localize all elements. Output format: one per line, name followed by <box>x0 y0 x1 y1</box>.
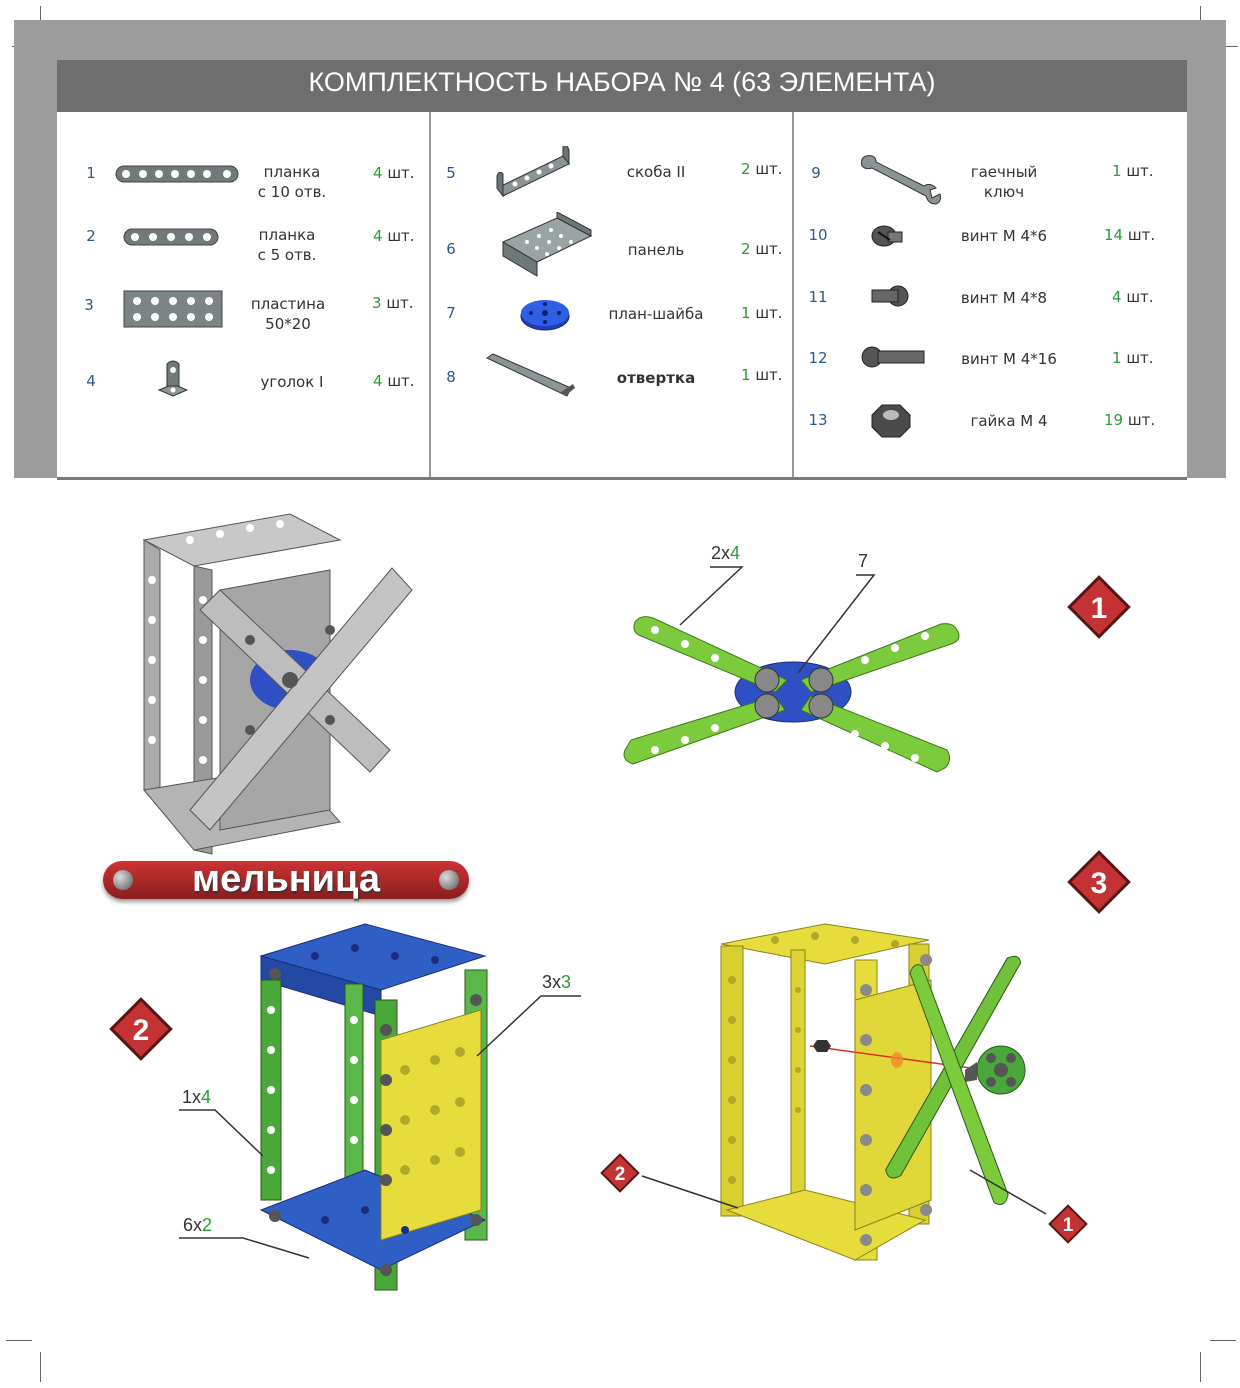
part-name: винт М 4*8 <box>960 289 1048 307</box>
part-name: скоба II <box>626 163 686 181</box>
callout-part: 4 <box>730 543 741 563</box>
part-qty-unit: шт. <box>1127 411 1156 429</box>
step-3-badge <box>1062 845 1136 919</box>
part-name-line1: пластина <box>250 295 326 313</box>
part-name <box>233 294 343 334</box>
part-quantity <box>1112 162 1154 180</box>
step-number: 1 <box>1090 592 1108 625</box>
callout-times: x <box>192 1087 202 1107</box>
callout-times: x <box>721 543 731 563</box>
table-row <box>431 162 792 212</box>
callout-times: x <box>193 1215 203 1235</box>
part-qty-value: 3 <box>372 294 382 312</box>
page-title <box>57 60 1187 112</box>
part-quantity <box>1104 226 1155 244</box>
part-number: 8 <box>446 368 456 386</box>
part-name: панель <box>627 241 685 259</box>
table-row <box>431 238 792 288</box>
callout-times: x <box>552 972 562 992</box>
part-qty-unit: шт. <box>755 304 783 322</box>
part-qty-unit: шт. <box>1126 288 1154 306</box>
angle-bracket-icon <box>153 358 193 398</box>
part-number: 1 <box>86 164 96 182</box>
part-qty-value: 2 <box>741 240 751 258</box>
part-qty-unit: шт. <box>387 372 415 390</box>
model-title-banner <box>103 858 469 900</box>
strip-5-holes-icon <box>123 227 219 247</box>
part-number: 2 <box>86 227 96 245</box>
part-quantity <box>1112 288 1154 306</box>
part-name: винт М 4*16 <box>961 350 1057 368</box>
part-quantity <box>373 164 415 182</box>
table-row <box>431 366 792 416</box>
part-qty-unit: шт. <box>386 294 414 312</box>
screw-6-icon <box>870 222 906 250</box>
part-qty-value: 1 <box>741 304 751 322</box>
ref-badge-2 <box>598 1151 642 1195</box>
crop-mark <box>1200 1352 1201 1382</box>
part-name: уголок I <box>260 373 324 391</box>
step-2-badge <box>104 992 178 1066</box>
part-name: гайка М 4 <box>970 412 1048 430</box>
parts-column-1 <box>57 112 429 477</box>
windmill-model-illustration <box>130 510 430 860</box>
part-quantity <box>741 304 783 322</box>
callout-7: 7 <box>858 551 869 571</box>
part-number: 3 <box>84 296 94 314</box>
parts-table <box>57 112 1187 480</box>
callout-2x4 <box>711 543 740 564</box>
part-name-line1: планка <box>263 163 321 181</box>
callout-count: 1 <box>182 1087 193 1107</box>
part-number: 5 <box>446 164 456 182</box>
part-qty-value: 4 <box>1112 288 1122 306</box>
model-title: мельница <box>191 858 380 900</box>
strip-10-holes-icon <box>115 164 239 184</box>
part-quantity <box>741 240 783 258</box>
nut-icon <box>868 401 914 441</box>
part-name: винт М 4*6 <box>960 227 1048 245</box>
part-quantity <box>372 294 414 312</box>
part-qty-value: 14 <box>1104 226 1124 244</box>
part-name: план-шайба <box>608 305 704 323</box>
part-qty-unit: шт. <box>387 227 415 245</box>
crop-mark <box>1210 1340 1236 1341</box>
part-name <box>954 162 1054 202</box>
plate-icon <box>123 290 223 330</box>
step-number: 3 <box>1090 867 1108 900</box>
leader-lines <box>670 565 880 680</box>
bolt-icon <box>439 870 459 890</box>
callout-part: 2 <box>202 1215 213 1235</box>
table-row <box>794 162 1187 212</box>
table-row <box>794 224 1187 274</box>
part-qty-value: 1 <box>1112 162 1122 180</box>
table-row <box>431 302 792 352</box>
part-name-line2: с 5 отв. <box>257 246 317 264</box>
crop-mark <box>40 1352 41 1382</box>
table-row <box>794 409 1187 459</box>
part-qty-value: 2 <box>741 160 751 178</box>
part-name <box>237 162 347 202</box>
part-qty-unit: шт. <box>755 366 783 384</box>
callout-part: 4 <box>201 1087 212 1107</box>
part-number: 12 <box>808 349 828 367</box>
part-name: отвертка <box>616 369 696 387</box>
screw-16-icon <box>860 345 928 369</box>
step-number: 2 <box>132 1014 150 1047</box>
part-qty-unit: шт. <box>1126 349 1154 367</box>
callout-count: 2 <box>711 543 722 563</box>
parts-column-2 <box>431 112 792 477</box>
part-qty-unit: шт. <box>755 160 783 178</box>
parts-column-3 <box>794 112 1187 477</box>
part-name-line2: 50*20 <box>265 315 311 333</box>
crop-mark <box>6 1340 32 1341</box>
part-name <box>232 225 342 265</box>
table-row <box>57 162 429 212</box>
part-quantity <box>373 227 415 245</box>
leader-lines <box>640 1160 1060 1230</box>
callout-part: 3 <box>561 972 572 992</box>
callout-count: 3 <box>542 972 553 992</box>
part-quantity <box>1104 411 1155 429</box>
part-qty-unit: шт. <box>1126 162 1154 180</box>
part-number: 4 <box>86 372 96 390</box>
part-qty-value: 4 <box>373 164 383 182</box>
part-qty-value: 19 <box>1104 411 1124 429</box>
part-number: 9 <box>811 164 821 182</box>
part-name-line1: планка <box>258 226 316 244</box>
callout-count: 6 <box>183 1215 194 1235</box>
part-number: 11 <box>808 288 828 306</box>
table-row <box>57 225 429 275</box>
table-row <box>794 347 1187 397</box>
part-number: 13 <box>808 411 828 429</box>
ref-number: 1 <box>1062 1215 1074 1236</box>
part-number: 6 <box>446 240 456 258</box>
part-quantity <box>741 160 783 178</box>
ref-number: 2 <box>614 1164 626 1185</box>
part-quantity <box>741 366 783 384</box>
table-row <box>57 370 429 420</box>
page-title-text: КОМПЛЕКТНОСТЬ НАБОРА № 4 (63 ЭЛЕМЕНТА) <box>308 67 936 97</box>
part-qty-unit: шт. <box>387 164 415 182</box>
wrench-icon <box>858 152 942 208</box>
part-name-line1: гаечный <box>970 163 1038 181</box>
table-row <box>794 286 1187 336</box>
panel-icon <box>497 212 597 280</box>
table-row <box>57 292 429 342</box>
faceplate-icon <box>519 296 571 332</box>
part-quantity <box>1112 349 1154 367</box>
part-name-line2: с 10 отв. <box>257 183 327 201</box>
bracket-icon <box>493 146 577 206</box>
part-number: 7 <box>446 304 456 322</box>
part-number: 10 <box>808 226 828 244</box>
part-qty-value: 1 <box>741 366 751 384</box>
part-quantity <box>373 372 415 390</box>
part-qty-value: 4 <box>373 227 383 245</box>
part-name-line2: ключ <box>983 183 1025 201</box>
screwdriver-icon <box>483 352 577 400</box>
part-qty-unit: шт. <box>1127 226 1156 244</box>
screw-8-icon <box>870 284 912 308</box>
step-1-badge <box>1062 570 1136 644</box>
part-qty-value: 4 <box>373 372 383 390</box>
leader-lines <box>175 990 585 1270</box>
part-qty-unit: шт. <box>755 240 783 258</box>
part-qty-value: 1 <box>1112 349 1122 367</box>
